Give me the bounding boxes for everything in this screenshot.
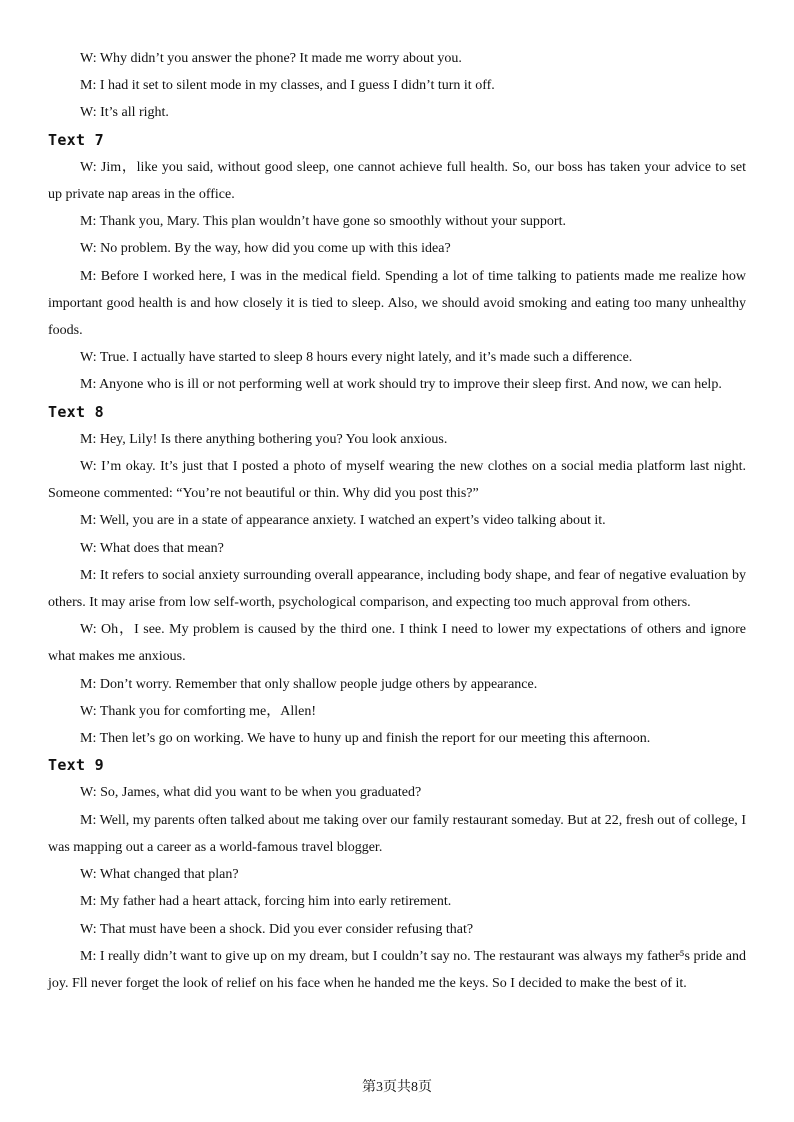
dialogue-line: M: I had it set to silent mode in my classes, and I guess I didn’t turn it off. (80, 78, 495, 94)
dialogue-line: W: I’m okay. It’s just that I posted a photo of myself wearing the new clothes on a social media platform last night. Someone commented: “You’re not beautiful or thin. Why did you post this?” (48, 459, 746, 502)
dialogue-line: W: No problem. By the way, how did you come up with this idea? (80, 241, 451, 257)
dialogue-line: W: Jim，like you said, without good sleep, one cannot achieve full health. So, our boss has taken your advice to set up private nap areas in the office. (48, 159, 746, 203)
dialogue-line: W: That must have been a shock. Did you ever consider refusing that? (80, 921, 474, 937)
dialogue-line: W: Thank you for comforting me，Allen! (80, 703, 316, 719)
dialogue-line: M: My father had a heart attack, forcing him into early retirement. (80, 894, 452, 910)
dialogue-line: M: Hey, Lily! Is there anything bothering you? You look anxious. (80, 431, 448, 447)
dialogue-line: M: Thank you, Mary. This plan wouldn’t have gone so smoothly without your support. (80, 214, 566, 230)
dialogue-line: M: Don’t worry. Remember that only shallow people judge others by appearance. (80, 676, 538, 692)
dialogue-line: M: I really didn’t want to give up on my dream, but I couldn’t say no. The restaurant was always my father⁵s pride and joy. Fll never forget the look of relief on his face when he handed me the keys. So I decided to make the best of it. (48, 948, 746, 991)
dialogue-line: M: Well, my parents often talked about me taking over our family restaurant someday. But at 22, fresh out of college, I was mapping out a career as a world-famous travel blogger. (48, 812, 746, 855)
dialogue-line: W: What changed that plan? (80, 867, 239, 883)
page-content (48, 45, 746, 997)
dialogue-line: W: Oh，I see. My problem is caused by the third one. I think I need to lower my expectations of others and ignore what makes me anxious. (48, 622, 746, 665)
dialogue-line: W: It’s all right. (80, 105, 169, 121)
section-heading: Text 9 (48, 756, 104, 775)
section-heading: Text 7 (48, 130, 104, 149)
dialogue-line: W: Why didn’t you answer the phone? It made me worry about you. (80, 51, 462, 66)
dialogue-line: M: Well, you are in a state of appearance anxiety. I watched an expert’s video talking about it. (80, 513, 606, 529)
dialogue-line: W: What does that mean? (80, 540, 224, 556)
dialogue-line: M: Anyone who is ill or not performing well at work should try to improve their sleep first. And now, we can help. (80, 377, 722, 393)
dialogue-line: W: True. I actually have started to sleep 8 hours every night lately, and it’s made such a difference. (80, 350, 633, 366)
section-heading: Text 8 (48, 402, 104, 421)
dialogue-line: M: It refers to social anxiety surrounding overall appearance, including body shape, and fear of negative evaluation by others. It may arise from low self-worth, psychological comparison, and expecting too much approval from others. (48, 567, 746, 611)
dialogue-line: M: Before I worked here, I was in the medical field. Spending a lot of time talking to patients made me realize how important good health is and how closely it is tied to sleep. Also, we should avoid smoking and eating too many unhealthy foods. (48, 268, 746, 339)
dialogue-line: W: So, James, what did you want to be when you graduated? (80, 785, 422, 801)
dialogue-line: M: Then let’s go on working. We have to huny up and finish the report for our meeting this afternoon. (80, 731, 651, 747)
page-footer: 第3页共8页 (362, 1080, 432, 1095)
